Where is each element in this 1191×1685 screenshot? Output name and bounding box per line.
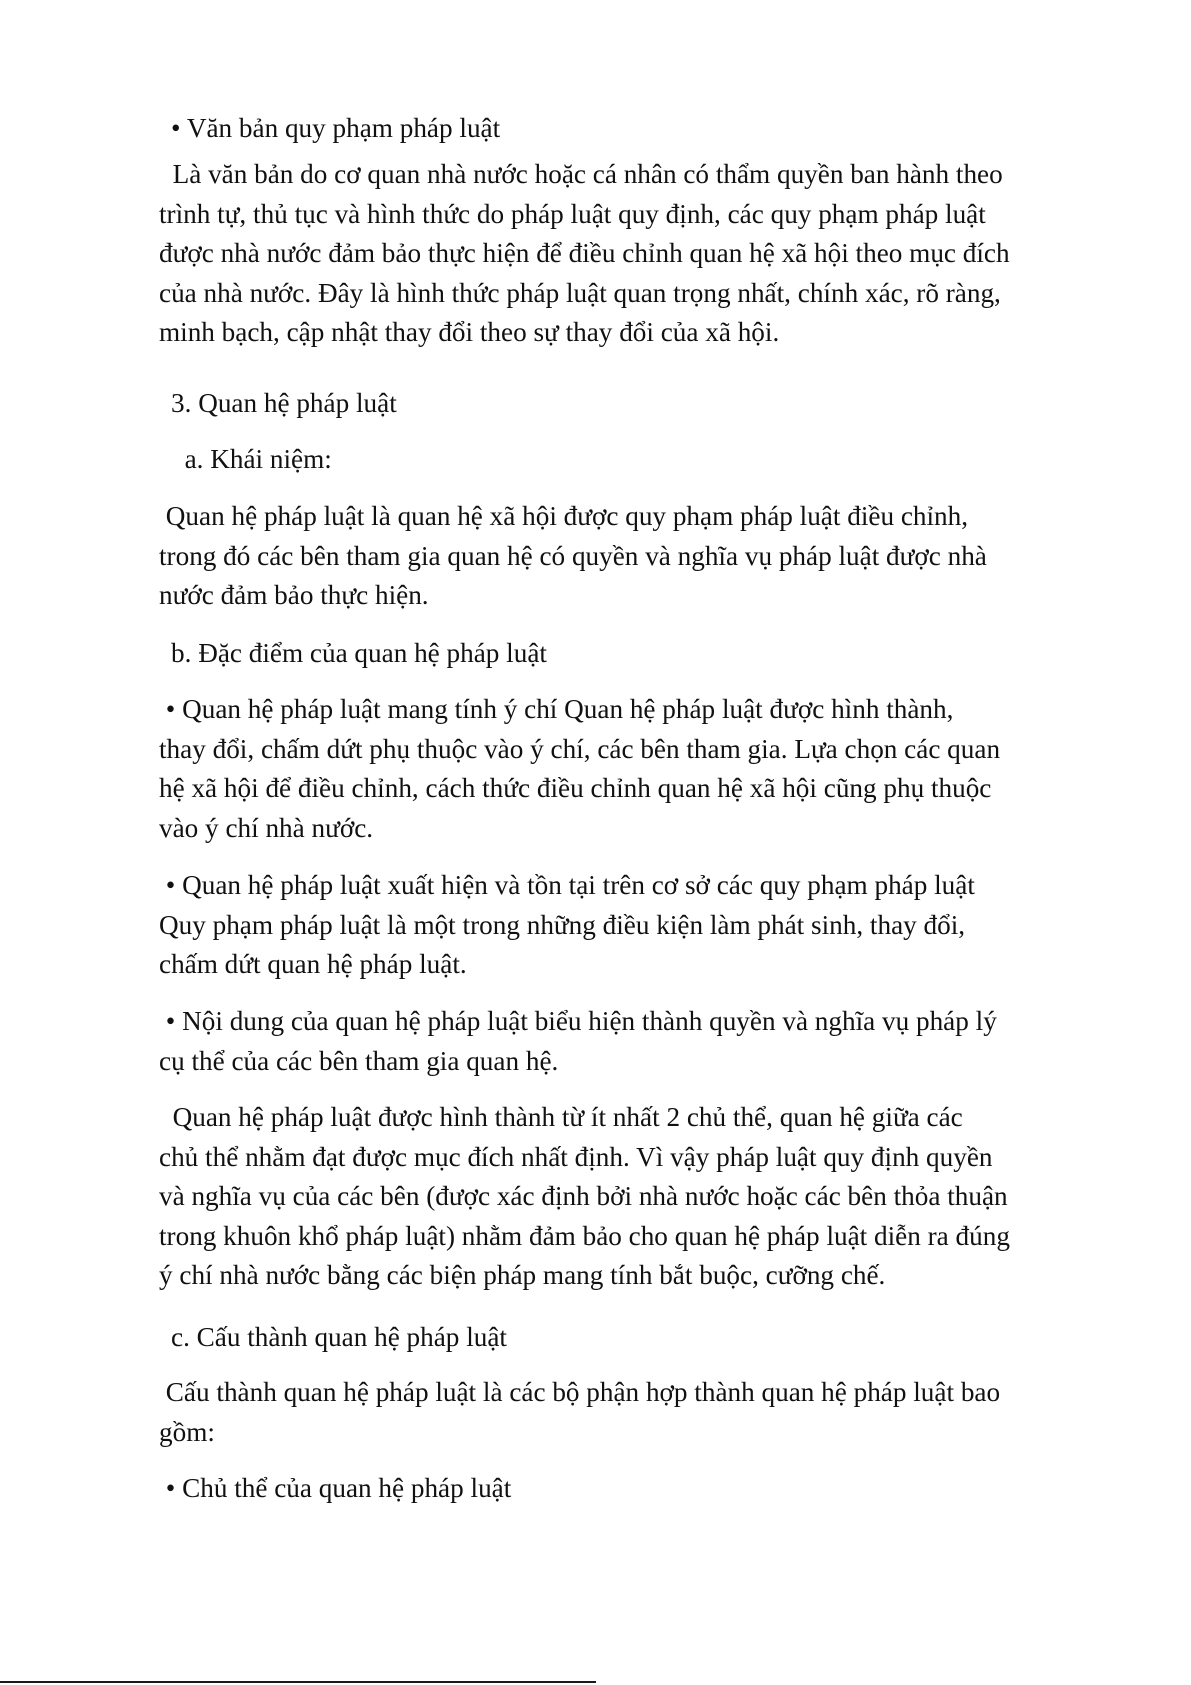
paragraph-legal-docs: Là văn bản do cơ quan nhà nước hoặc cá nhân có thẩm quyền ban hành theo trình tự, thủ tục và hình thức do pháp luật quy định, các quy phạm pháp luật được nhà nước đảm bảo thực hiện để điều chỉnh quan hệ xã hội theo mục đích của nhà nước. Đây là hình thức pháp luật quan trọng nhất, chính xác, rõ ràng, minh bạch, cập nhật thay đổi theo sự thay đổi của xã hội.: [159, 159, 1010, 347]
heading-legal-docs: • Văn bản quy phạm pháp luật: [171, 113, 501, 143]
footnote-divider: [0, 1681, 596, 1683]
bullet-content: • Nội dung của quan hệ pháp luật biểu hiện thành quyền và nghĩa vụ pháp lý cụ thể của các bên tham gia quan hệ.: [159, 1006, 997, 1076]
paragraph-subjects: Quan hệ pháp luật được hình thành từ ít nhất 2 chủ thể, quan hệ giữa các chủ thể nhằm đạt được mục đích nhất định. Vì vậy pháp luật quy định quyền và nghĩa vụ của các bên (được xác định bởi nhà nước hoặc các bên thỏa thuận trong khuôn khổ pháp luật) nhằm đảm bảo cho quan hệ pháp luật diễn ra đúng ý chí nhà nước bằng các biện pháp mang tính bắt buộc, cưỡng chế.: [159, 1102, 1010, 1290]
subsection-c-title: c. Cấu thành quan hệ pháp luật: [171, 1322, 507, 1352]
bullet-subject: • Chủ thể của quan hệ pháp luật: [159, 1473, 512, 1503]
paragraph-concept: Quan hệ pháp luật là quan hệ xã hội được quy phạm pháp luật điều chỉnh, trong đó các bên tham gia quan hệ có quyền và nghĩa vụ pháp luật được nhà nước đảm bảo thực hiện.: [159, 501, 987, 610]
paragraph-structure: Cấu thành quan hệ pháp luật là các bộ phận hợp thành quan hệ pháp luật bao gồm:: [159, 1377, 1001, 1447]
bullet-basis: • Quan hệ pháp luật xuất hiện và tồn tại trên cơ sở các quy phạm pháp luật Quy phạm pháp luật là một trong những điều kiện làm phát sinh, thay đổi, chấm dứt quan hệ pháp luật.: [159, 870, 975, 979]
subsection-b-title: b. Đặc điểm của quan hệ pháp luật: [171, 638, 547, 668]
subsection-a-title: a. Khái niệm:: [171, 444, 332, 474]
section-3-title: 3. Quan hệ pháp luật: [171, 388, 397, 418]
bullet-will: • Quan hệ pháp luật mang tính ý chí Quan hệ pháp luật được hình thành, thay đổi, chấm dứt phụ thuộc vào ý chí, các bên tham gia. Lựa chọn các quan hệ xã hội để điều chỉnh, cách thức điều chỉnh quan hệ xã hội cũng phụ thuộc vào ý chí nhà nước.: [159, 694, 1001, 843]
